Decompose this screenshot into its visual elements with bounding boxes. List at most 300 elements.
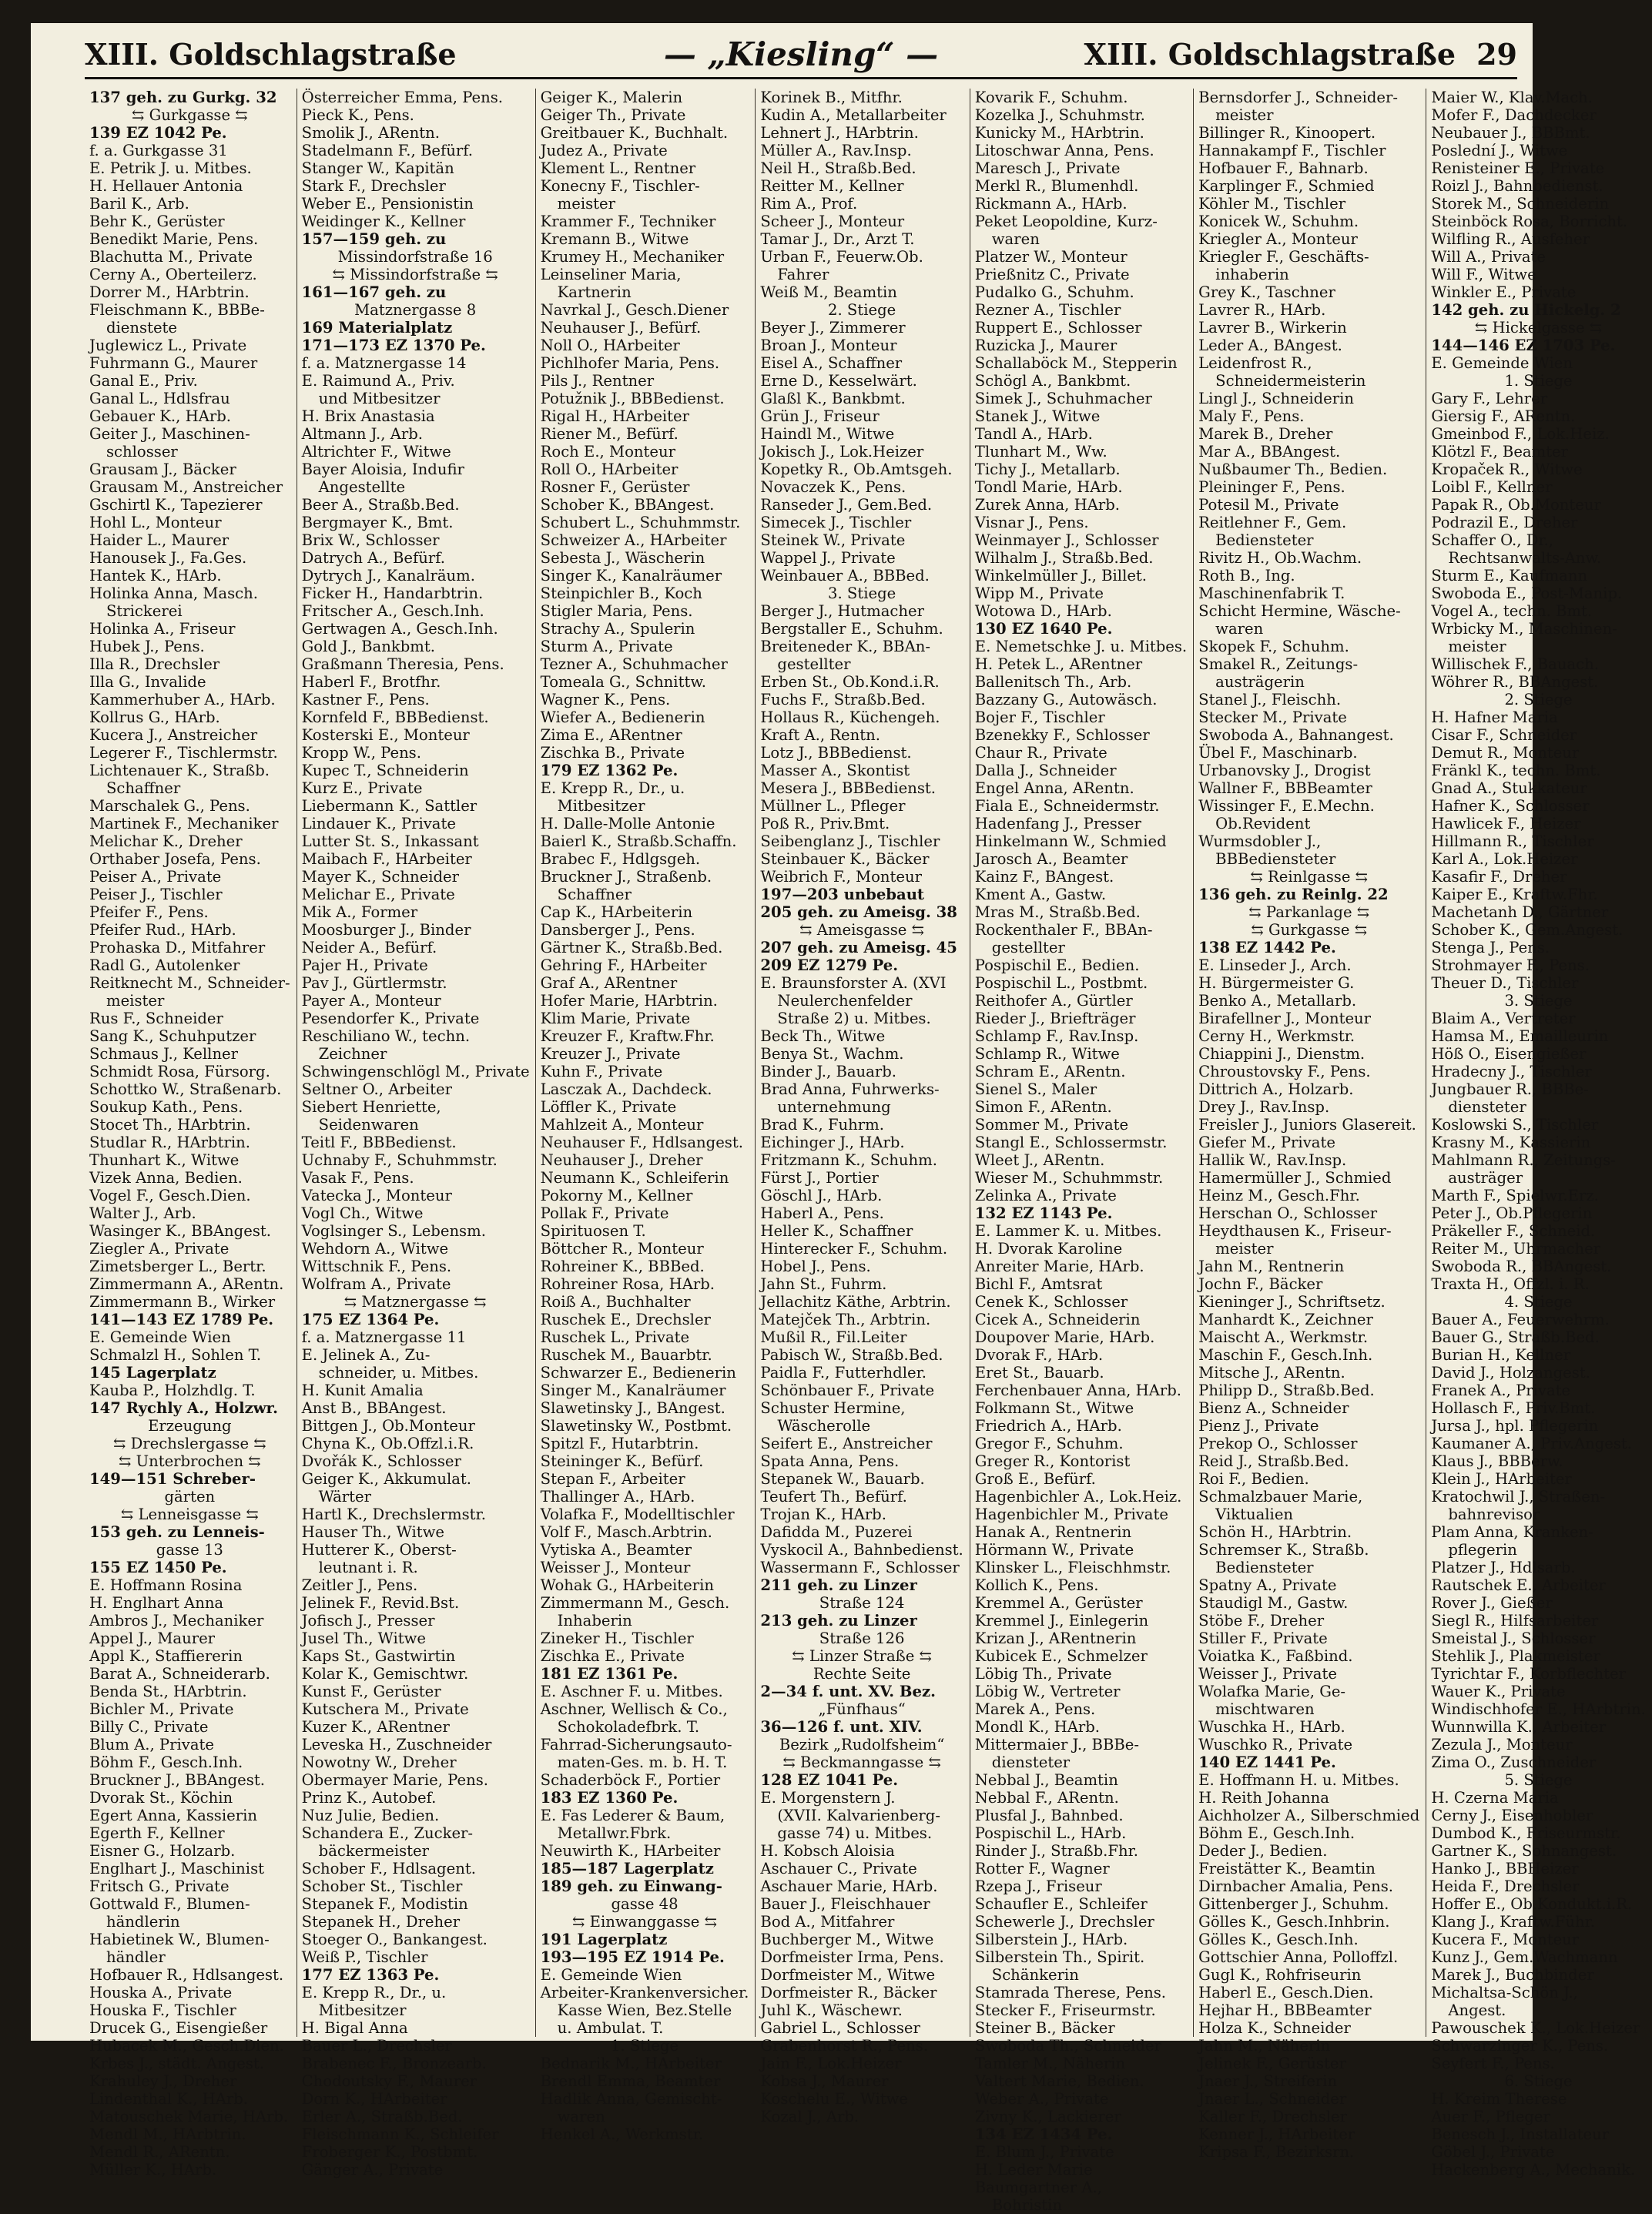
resident-entry: Jursa J., hpl. Pflegerin [1431,1417,1599,1435]
resident-entry: Neuwirth K., HArbeiter [540,1842,721,1860]
section-label: 2. Stiege [827,301,896,319]
house-number-entry: 209 EZ 1279 Pe. [760,956,899,974]
resident-entry: f. a. Matznergasse 14 [301,354,467,372]
resident-entry: Zeitler J., Pens. [301,1576,418,1594]
resident-entry: Bergmayer K., Bmt. [301,514,454,531]
resident-entry: Benko A., Metallarb. [1198,992,1357,1010]
resident-entry: Wärter [318,1488,371,1506]
resident-entry: Theuer D., Tischler [1431,974,1579,992]
resident-entry: schneider, u. Mitbes. [318,1364,479,1382]
directory-column-4 [756,89,970,2125]
resident-entry: Matouschek Marie, HArb. [89,2108,289,2125]
resident-entry: Potužnik J., BBBedienst. [540,390,725,407]
resident-entry: Hawlicek F., Heizer [1431,815,1581,832]
resident-entry: Storek M., Schneiderin [1431,195,1610,213]
resident-entry: Maresch J., Private [974,159,1121,177]
resident-entry: Köhler M., Tischler [1198,195,1346,213]
resident-entry: Fahrrad-Sicherungsauto- [540,1736,732,1753]
resident-entry: Winkler E., Private [1431,283,1577,301]
resident-entry: Stamrada Therese, Pens. [974,1984,1166,2001]
resident-entry: E. Hoffmann Rosina [89,1576,243,1594]
resident-entry: Peiser A., Private [89,868,222,886]
resident-entry: Wasinger K., BBAngest. [89,1222,271,1240]
page-header [85,31,1517,79]
resident-entry: Will F., Witwe [1431,266,1536,283]
section-label: ⇆ Gurkgasse ⇆ [1251,921,1368,939]
house-number-entry: 169 Materialplatz [301,319,453,337]
resident-entry: Hallik W., Rav.Insp. [1198,1151,1347,1169]
resident-entry: Ruschek E., Drechsler [540,1311,711,1328]
resident-entry: Hörmann W., Private [974,1541,1134,1559]
resident-entry: Löbig Th., Private [974,1665,1112,1683]
resident-entry: Neuhauser F., Hdlsangest. [540,1134,743,1151]
resident-entry: Bichler M., Private [89,1700,234,1718]
resident-entry: Hofbauer F., Bahnarb. [1198,159,1369,177]
house-number-entry: 136 geh. zu Reinlg. 22 [1198,886,1389,903]
resident-entry: H. Englhart Anna [89,1594,224,1612]
resident-entry: Benedikt Marie, Pens. [89,230,259,248]
resident-entry: Egerth F., Kellner [89,1824,225,1842]
resident-entry: Pav J., Gürtlermstr. [301,974,447,992]
resident-entry: Smolik J., ARentn. [301,124,440,142]
resident-entry: Behr K., Gerüster [89,213,225,230]
resident-entry: Hafner K., Schlosser [1431,797,1590,815]
resident-entry: Leder A., BAngest. [1198,337,1342,354]
resident-entry: Navrkal J., Gesch.Diener [540,301,729,319]
resident-entry: Lutter St. S., Inkassant [301,832,479,850]
resident-entry: Gschirtl K., Tapezierer [89,496,263,514]
resident-entry: Masser A., Skontist [760,762,910,779]
resident-entry: Löffler K., Private [540,1098,677,1116]
resident-entry: Kieninger J., Schriftsetz. [1198,1293,1386,1311]
resident-entry: E. Gemeinde Wien [540,1966,682,1984]
resident-entry: Marek J., Buchbinder [1431,1966,1594,1984]
resident-entry: E. Hoffmann H. u. Mitbes. [1198,1771,1399,1789]
resident-entry: Klötzl F., Beamter [1431,443,1569,461]
resident-entry: Krahuley J., Dreher [89,2072,237,2090]
resident-entry: Neulerchenfelder [777,992,913,1010]
resident-entry: E. Nemetschke J. u. Mitbes. [974,638,1188,655]
resident-entry: Willischek F., Bauach. [1431,655,1599,673]
resident-entry: Traxta H., Offzl. i. R. [1431,1275,1590,1293]
resident-entry: inhaberin [1215,266,1289,283]
resident-entry: Bazzany G., Autowäsch. [974,691,1158,708]
resident-entry: Stiller F., Private [1198,1630,1328,1647]
resident-entry: Weisser J., Monteur [540,1559,691,1576]
resident-entry: Schottko W., Straßenarb. [89,1080,282,1098]
resident-entry: Strohmayer F., Pens. [1431,956,1590,974]
section-label: 1. Stiege [610,2037,679,2055]
resident-entry: E. Krepp R., Dr., u. [540,779,685,797]
resident-entry: Hanousek J., Fa.Ges. [89,549,247,567]
resident-entry: Stepan F., Arbeiter [540,1470,685,1488]
resident-entry: Bayer Aloisia, Indufir [301,461,464,478]
resident-entry: Papak R., Ob.Monteur [1431,496,1601,514]
resident-entry: Peket Leopoldine, Kurz- [974,213,1158,230]
resident-entry: Koschelu E., Witwe [760,2090,908,2108]
resident-entry: Leidenfrost R., [1198,354,1312,372]
resident-entry: Prohaska D., Mitfahrer [89,939,266,956]
resident-entry: Gabriel L., Schlosser [760,2019,920,2037]
resident-entry: Baril K., Arb. [89,195,189,213]
directory-column-3 [536,89,756,2143]
section-label: Erzeugung [148,1417,232,1435]
house-number-entry: 134 EZ 1434 Pe. [974,2125,1113,2143]
house-number-entry: 137 geh. zu Gurkg. 32 [89,89,277,106]
resident-entry: Hantek K., HArb. [89,567,222,584]
resident-entry: Podrazil E., Dreher [1431,514,1578,531]
resident-entry: Rus F., Schneider [89,1010,223,1027]
resident-entry: Vogl Ch., Witwe [301,1204,424,1222]
resident-entry: Wuschko R., Private [1198,1736,1353,1753]
resident-entry: Jellachitz Käthe, Arbtrin. [760,1293,951,1311]
resident-entry: Schaffner [106,779,181,797]
resident-entry: E. Braunsforster A. (XVI [760,974,947,992]
resident-entry: Heydthausen K., Friseur- [1198,1222,1392,1240]
resident-entry: Grabenhorst R., Pens. [760,2037,929,2055]
resident-entry: Greger R., Kontorist [974,1452,1131,1470]
resident-entry: Gregor F., Schuhm. [974,1435,1124,1452]
resident-entry: Hofbauer R., Hdlsangest. [89,1966,284,1984]
resident-entry: Legerer F., Tischlermstr. [89,744,278,762]
resident-entry: Chiappini J., Dienstm. [1198,1045,1365,1063]
section-label: ⇆ Ameisgasse ⇆ [799,921,925,939]
resident-entry: Dorfmeister R., Bäcker [760,1984,937,2001]
house-number-entry: 149—151 Schreber- [89,1470,256,1488]
resident-entry: Vizek Anna, Bedien. [89,1169,243,1187]
resident-entry: Chyna K., Ob.Offzl.i.R. [301,1435,474,1452]
resident-entry: Juhl K., Wäschewr. [760,2001,903,2019]
resident-entry: Böhm E., Gesch.Inh. [1198,1824,1355,1842]
resident-entry: Stepanek H., Dreher [301,1913,461,1931]
section-label: ⇆ Unterbrochen ⇆ [118,1452,261,1470]
resident-entry: meister [1215,1240,1274,1258]
resident-entry: Gmeinbod F., Lok.Heiz. [1431,425,1610,443]
house-number-entry: 141—143 EZ 1789 Pe. [89,1311,274,1328]
resident-entry: Kunz J., Gem.Wachmann [1431,1948,1618,1966]
page-number: 29 [1476,37,1517,72]
resident-entry: Bzenekky F., Schlosser [974,726,1150,744]
resident-entry: Dalla J., Schneider [974,762,1117,779]
resident-entry: Aichholzer A., Silberschmied [1198,1807,1420,1824]
directory-columns [85,89,1646,2214]
section-label: 3. Stiege [1504,992,1573,1010]
resident-entry: Chaur R., Private [974,744,1107,762]
resident-entry: Metallwr.Fbrk. [557,1824,672,1842]
resident-entry: Appl K., Staffiererin [89,1647,243,1665]
resident-entry: Ruzicka J., Maurer [974,337,1118,354]
resident-entry: Schönbauer F., Private [760,1382,935,1399]
resident-entry: Thallinger A., HArb. [540,1488,695,1506]
resident-entry: Glaßl K., Bankbmt. [760,390,906,407]
resident-entry: Kuzer K., ARentner [301,1718,450,1736]
resident-entry: Aschner, Wellisch & Co., [540,1700,728,1718]
resident-entry: händler [106,1948,166,1966]
resident-entry: Brendl Emma, Beamter [540,2072,721,2090]
resident-entry: Fuchs F., Straßb.Bed. [760,691,926,708]
resident-entry: Kaps St., Gastwirtin [301,1647,456,1665]
resident-entry: Seibenglanz J., Tischler [760,832,940,850]
resident-entry: Dorfmeister M., Witwe [760,1966,936,1984]
house-number-entry: 181 EZ 1361 Pe. [540,1665,679,1683]
resident-entry: Angestellte [318,478,406,496]
section-label: ⇆ Matznergasse ⇆ [343,1293,487,1311]
resident-entry: Prinz K., Autobef. [301,1789,437,1807]
resident-entry: leutnant i. R. [318,1559,418,1576]
directory-column-2 [297,89,536,2179]
resident-entry: E. Petrik J. u. Mitbes. [89,159,252,177]
resident-entry: Jahn M., Rentnerin [1198,1258,1345,1275]
resident-entry: Hauser Th., Witwe [301,1523,444,1541]
house-number-entry: 138 EZ 1442 Pe. [1198,939,1336,956]
resident-entry: Buchberger M., Witwe [760,1931,934,1948]
resident-entry: Weidinger K., Kellner [301,213,466,230]
resident-entry: Klim Marie, Private [540,1010,691,1027]
resident-entry: Kuhn F., Private [540,1063,663,1080]
resident-entry: Eret St., Bauarb. [974,1364,1104,1382]
resident-entry: Tlunhart M., Ww. [974,443,1107,461]
resident-entry: Wissinger F., E.Mechn. [1198,797,1375,815]
resident-entry: Singer M., Kanalräumer [540,1382,726,1399]
resident-entry: Kaller F., Drechsler [1198,2108,1347,2125]
resident-entry: Silberstein Th., Spirit. [974,1948,1145,1966]
resident-entry: Göschl J., HArb. [760,1187,883,1204]
resident-entry: Dorrer M., HArbtrin. [89,283,250,301]
resident-entry: Jelinek F., Gerüster [1198,2055,1346,2072]
section-label: Straße 126 [819,1630,905,1647]
resident-entry: H. Bigal Anna [301,2019,408,2037]
resident-entry: Schaufler E., Schleifer [974,1895,1148,1913]
resident-entry: Weiß M., Beamtin [760,283,897,301]
resident-entry: Wuschka H., HArb. [1198,1718,1345,1736]
resident-entry: Hinterecker F., Schuhm. [760,1240,948,1258]
resident-entry: Jain F., Lok.Heizer [760,2055,902,2072]
house-number-entry: 197—203 unbebaut [760,886,924,903]
resident-entry: Hanko J., BBHeizer [1431,1860,1579,1877]
resident-entry: Stanek J., Witwe [974,407,1101,425]
resident-entry: Kratochwil J., Straßen- [1431,1488,1606,1506]
resident-entry: H. Brix Anastasia [301,407,435,425]
resident-entry: Doupover Marie, HArb. [974,1328,1155,1346]
resident-entry: Rechtsanwalts-Anw. [1448,549,1602,567]
resident-entry: Altmann J., Arb. [301,425,423,443]
resident-entry: Illa G., Invalide [89,673,206,691]
resident-entry: Hollasch F., Priv.Bmt. [1431,1399,1596,1417]
resident-entry: Lotz J., BBBedienst. [760,744,912,762]
resident-entry: Kutschera M., Private [301,1700,469,1718]
resident-entry: meister [1215,106,1274,124]
resident-entry: Cicek A., Schneiderin [974,1311,1141,1328]
resident-entry: Drey J., Rav.Insp. [1198,1098,1330,1116]
resident-entry: Hubek J., Pens. [89,638,205,655]
resident-entry: Eisel A., Schaffner [760,354,903,372]
house-number-entry: 142 geh. zu Hickelg. 2 [1431,301,1621,319]
resident-entry: Maibach F., HArbeiter [301,850,472,868]
resident-entry: Studlar R., HArbtrin. [89,1134,250,1151]
resident-entry: Böhm F., Gesch.Inh. [89,1753,243,1771]
resident-entry: Sebesta J., Wäscherin [540,549,705,567]
resident-entry: Kupec T., Schneiderin [301,762,469,779]
resident-entry: Fritscher A., Gesch.Inh. [301,602,484,620]
resident-entry: Ballenitsch Th., Arb. [974,673,1132,691]
resident-entry: Mitsche J., ARentn. [1198,1364,1345,1382]
resident-entry: Stoeger O., Bankangest. [301,1931,488,1948]
resident-entry: Pokorny M., Kellner [540,1187,693,1204]
resident-entry: H. Kunit Amalia [301,1382,424,1399]
resident-entry: Winkelmüller J., Billet. [974,567,1148,584]
resident-entry: (XVII. Kalvarienberg- [777,1807,940,1824]
resident-entry: Zischka B., Private [540,744,685,762]
resident-entry: Roiß A., Buchhalter [540,1293,691,1311]
resident-entry: Billy C., Private [89,1718,209,1736]
resident-entry: Weinmayer J., Schlosser [974,531,1159,549]
resident-entry: Mras M., Straßb.Bed. [974,903,1141,921]
resident-entry: Kozal J., Arb. [760,2108,860,2125]
resident-entry: Kurz E., Private [301,779,423,797]
house-number-entry: 153 geh. zu Lenneis- [89,1523,265,1541]
resident-entry: Englhart J., Maschinist [89,1860,264,1877]
resident-entry: Steinek W., Private [760,531,906,549]
resident-entry: Paidla F., Futterhdler. [760,1364,927,1382]
resident-entry: Hartl K., Drechslermstr. [301,1506,486,1523]
resident-entry: Windischhofer E., HArbtrin. [1431,1700,1646,1718]
resident-entry: Gärtner K., Straßb.Bed. [540,939,723,956]
resident-entry: E. Linseder J., Arch. [1198,956,1352,974]
resident-entry: Schlamp R., Witwe [974,1045,1120,1063]
resident-entry: Schober K., BBAngest. [540,496,715,514]
resident-entry: Krbes J., städt. Angest. [89,2055,264,2072]
resident-entry: Jelinek F., Revid.Bst. [301,1594,460,1612]
resident-entry: Ganal L., Hdlsfrau [89,390,230,407]
resident-entry: Baierl K., Straßb.Schaffn. [540,832,737,850]
resident-entry: Zimetsberger L., Bertr. [89,1258,266,1275]
section-label: Matznergasse 8 [354,301,477,319]
resident-entry: Schwarzinger K., Pens. [1431,2037,1609,2055]
resident-entry: Swoboda A., Bahnangest. [1198,726,1394,744]
resident-entry: E. Gemeinde Wien [1431,354,1573,372]
resident-entry: Hackenberg A., Mechanik. [1431,2161,1636,2179]
resident-entry: Kriegler A., Monteur [1198,230,1358,248]
resident-entry: Schandera E., Zucker- [301,1824,474,1842]
resident-entry: Wiefer A., Bedienerin [540,708,705,726]
resident-entry: meister [557,195,615,213]
resident-entry: Schwarzer E., Bedienerin [540,1364,736,1382]
resident-entry: meister [1448,638,1506,655]
resident-entry: Will A., Private [1431,248,1546,266]
resident-entry: Wilhalm J., Straßb.Bed. [974,549,1154,567]
resident-entry: Pawouschek K., Lok.Heizer [1431,2019,1640,2037]
resident-entry: Potesil M., Private [1198,496,1339,514]
resident-entry: Visnar J., Pens. [974,514,1089,531]
resident-entry: Voglsinger S., Lebensm. [301,1222,486,1240]
resident-entry: Böttcher R., Monteur [540,1240,704,1258]
section-label: Missindorfstraße 16 [337,248,493,266]
resident-entry: Bojer F., Tischler [974,708,1105,726]
resident-entry: Voiatka K., Faßbind. [1198,1647,1353,1665]
resident-entry: Zimmermann M., Gesch. [540,1594,730,1612]
resident-entry: Roi F., Bedien. [1198,1470,1309,1488]
resident-entry: Jochn F., Bäcker [1198,1275,1323,1293]
resident-entry: Wehdorn A., Witwe [301,1240,449,1258]
resident-entry: Haberl F., Brotfhr. [301,673,441,691]
resident-entry: Geiger Th., Private [540,106,686,124]
resident-entry: Lindenthal K., HArb. [89,2090,249,2108]
resident-entry: Stigler Maria, Pens. [540,602,693,620]
resident-entry: Graf A., ARentner [540,974,678,992]
resident-entry: Pudalko G., Schuhm. [974,283,1134,301]
resident-entry: Cerny A., Oberteilerz. [89,266,257,283]
resident-entry: Neuhauser J., Dreher [540,1151,703,1169]
resident-entry: Neubauer J., BBBmt. [1431,124,1590,142]
resident-entry: Marek B., Dreher [1198,425,1333,443]
resident-entry: Kasafir F., Dreher [1431,868,1567,886]
resident-entry: Rivitz H., Ob.Wachm. [1198,549,1362,567]
resident-entry: waren [1215,620,1264,638]
house-number-entry: 191 Lagerplatz [540,1931,668,1948]
resident-entry: David J., Holzangest. [1431,1364,1590,1382]
resident-entry: Seifert E., Anstreicher [760,1435,933,1452]
resident-entry: Brad Anna, Fuhrwerks- [760,1080,940,1098]
resident-entry: Benda St., HArbtrin. [89,1683,247,1700]
resident-entry: Jahn M., Näherin [1198,2037,1331,2055]
resident-entry: E. Aschner F. u. Mitbes. [540,1683,723,1700]
resident-entry: Plam Anna, Kranken- [1431,1523,1593,1541]
resident-entry: Folkmann St., Witwe [974,1399,1134,1417]
house-number-entry: 185—187 Lagerplatz [540,1860,714,1877]
resident-entry: Chroustovsky F., Pens. [1198,1063,1371,1080]
resident-entry: Kobsa J., Maurer [760,2072,889,2090]
resident-entry: Wilfling R., Ausfeher [1431,230,1590,248]
resident-entry: Ruschek L., Private [540,1328,690,1346]
resident-entry: Prekop O., Schlosser [1198,1435,1358,1452]
resident-entry: Gittenberger J., Schuhm. [1198,1895,1389,1913]
resident-entry: Singer K., Kanalräumer [540,567,722,584]
resident-entry: Konecny F., Tischler- [540,177,700,195]
resident-entry: Roizl J., Bahnbedienst. [1431,177,1603,195]
resident-entry: Mesera J., BBBedienst. [760,779,936,797]
resident-entry: Rigal H., HArbeiter [540,407,690,425]
resident-entry: Mendl M., HArbtrin. [89,2125,246,2143]
resident-entry: Rover J., Gießer [1431,1594,1553,1612]
resident-entry: BBBediensteter [1215,850,1336,868]
section-label: Rechte Seite [813,1665,911,1683]
resident-entry: Weinbauer A., BBBed. [760,567,930,584]
resident-entry: Müller K., HArb. [89,2161,217,2179]
resident-entry: Swoboda E., Post-Manip. [1431,584,1623,602]
resident-entry: Hadenfang J., Presser [974,815,1141,832]
resident-entry: Wurmsdobler J., [1198,832,1322,850]
house-number-entry: 36—126 f. unt. XIV. [760,1718,923,1736]
resident-entry: Wipp M., Private [974,584,1104,602]
resident-entry: Schaffer O., Dr., [1431,531,1554,549]
resident-entry: H. Bürgermeister G. [1198,974,1355,992]
resident-entry: Roch E., Monteur [540,443,675,461]
resident-entry: Höß O., Eisengießer [1431,1045,1587,1063]
resident-entry: Klinsker L., Fleischhmstr. [974,1559,1171,1576]
resident-entry: Lavrer R., HArb. [1198,301,1326,319]
resident-entry: H. Czerna Maria [1431,1789,1559,1807]
resident-entry: E. Morgenstern J. [760,1789,896,1807]
section-label: ⇆ Missindorfstraße ⇆ [332,266,498,283]
resident-entry: maten-Ges. m. b. H. T. [557,1753,728,1771]
section-label: ⇆ Lenneisgasse ⇆ [120,1506,259,1523]
resident-entry: austräger [1448,1169,1523,1187]
resident-entry: Jnaer L., Schneider [1198,2090,1347,2108]
resident-entry: Fiala E., Schneidermstr. [974,797,1160,815]
resident-entry: Siegl R., Hilfsarbeiter [1431,1612,1599,1630]
resident-entry: Dorfmeister Irma, Pens. [760,1948,944,1966]
resident-entry: Bauer J., Fleischhauer [760,1895,930,1913]
